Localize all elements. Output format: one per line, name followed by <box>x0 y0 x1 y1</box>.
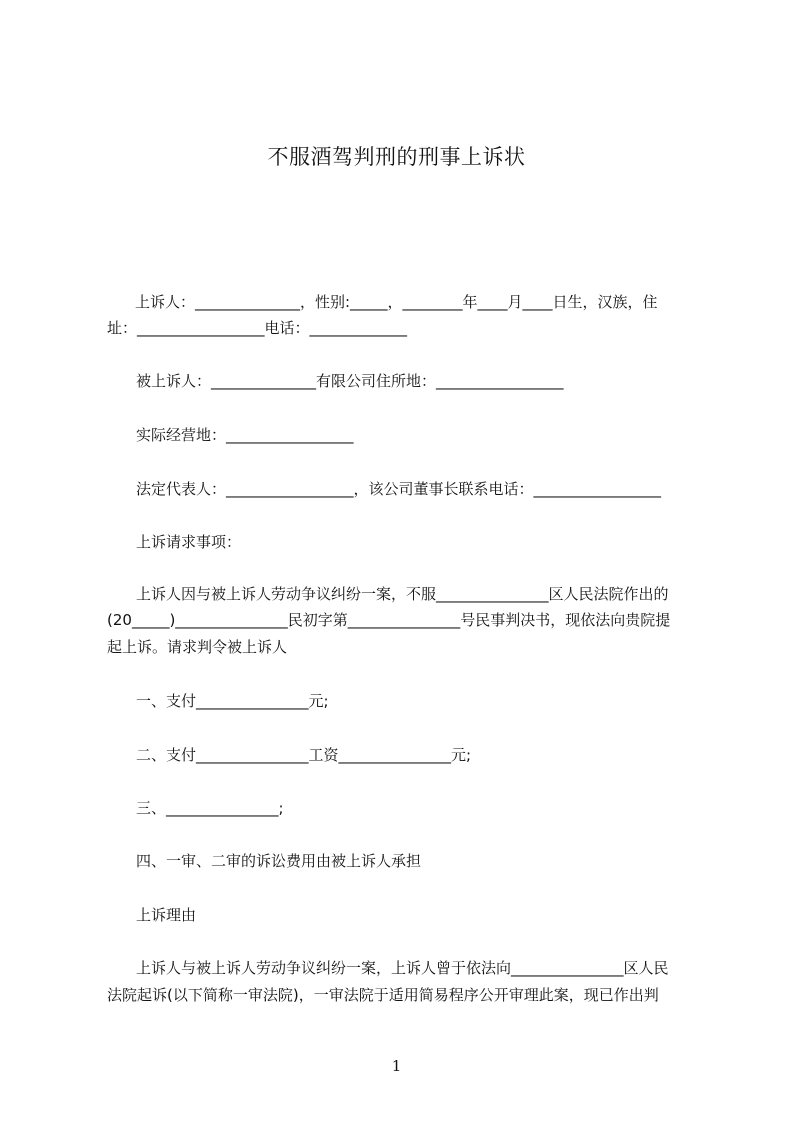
appeal-requests-heading: 上诉请求事项： <box>136 533 242 551</box>
request-item-1: 一、支付_______________元; <box>136 692 329 710</box>
appeal-reasons-paragraph-line-2: 法院起诉(以下简称一审法院)，一审法院于适用简易程序公开审理此案，现已作出判 <box>107 986 659 1004</box>
appellant-info-line-2: 址：_________________电话：_____________ <box>107 319 408 337</box>
appeal-reasons-paragraph-line-1: 上诉人与被上诉人劳动争议纠纷一案，上诉人曾于依法向_______________区人民 <box>136 959 669 977</box>
request-item-4: 四、一审、二审的诉讼费用由被上诉人承担 <box>136 852 422 870</box>
appeal-requests-paragraph-line-2: (20_____)_______________民初字第_______________号民事判决书，现依法向贵院提 <box>107 611 671 629</box>
business-address-line: 实际经营地：_________________ <box>136 426 354 444</box>
legal-representative-line: 法定代表人：_________________，该公司董事长联系电话：_________________ <box>136 480 662 498</box>
request-item-2: 二、支付_______________工资_______________元; <box>136 746 472 764</box>
request-item-3: 三、_______________; <box>136 799 284 817</box>
page-number: 1 <box>391 1057 402 1075</box>
appeal-requests-paragraph-line-1: 上诉人因与被上诉人劳动争议纠纷一案，不服_______________区人民法院作出的 <box>136 585 669 603</box>
appellee-info-line: 被上诉人：______________有限公司住所地：_________________ <box>136 372 564 390</box>
appeal-requests-paragraph-line-3: 起上诉。请求判令被上诉人 <box>107 638 288 656</box>
appellant-info-line-1: 上诉人：______________，性别:_____，________年____月____日生，汉族，住 <box>135 293 658 311</box>
appeal-reasons-heading: 上诉理由 <box>136 906 197 924</box>
document-title: 不服酒驾判刑的刑事上诉状 <box>267 145 526 169</box>
